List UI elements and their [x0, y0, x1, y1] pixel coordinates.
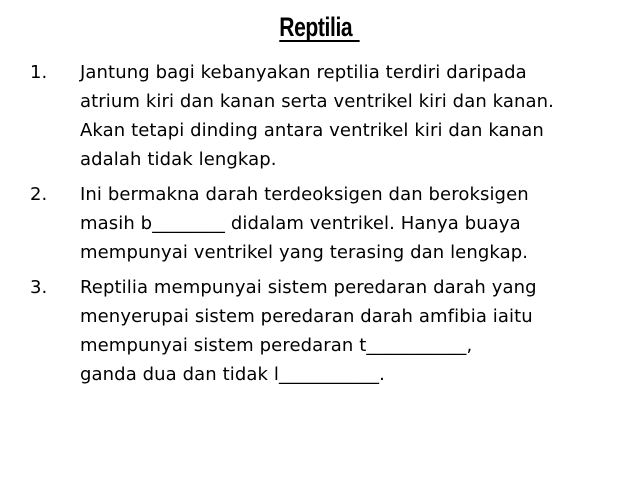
list-item-1 — [30, 58, 625, 174]
list-item-number: 3. — [30, 277, 48, 298]
text-line: ganda dua dan tidak l___________. — [80, 364, 385, 385]
slide-title — [0, 10, 638, 44]
list-item-2 — [30, 180, 625, 267]
text-line: Akan tetapi dinding antara ventrikel kiri dan kanan — [80, 120, 544, 141]
list-item-text — [80, 180, 625, 267]
text-line: Jantung bagi kebanyakan reptilia terdiri daripada — [80, 62, 527, 83]
numbered-list — [30, 58, 625, 395]
list-item-text — [80, 58, 625, 174]
slide-title-text: Reptilia — [279, 14, 359, 42]
text-line: masih b________ didalam ventrikel. Hanya buaya — [80, 213, 521, 234]
text-line: menyerupai sistem peredaran darah amfibia iaitu — [80, 306, 533, 327]
text-line: mempunyai ventrikel yang terasing dan lengkap. — [80, 242, 529, 263]
text-line: adalah tidak lengkap. — [80, 149, 277, 170]
text-line: atrium kiri dan kanan serta ventrikel kiri dan kanan. — [80, 91, 554, 112]
text-line: Ini bermakna darah terdeoksigen dan beroksigen — [80, 184, 529, 205]
text-line: mempunyai sistem peredaran t___________, — [80, 335, 473, 356]
list-item-3 — [30, 273, 625, 389]
list-item-text — [80, 273, 625, 389]
text-line: Reptilia mempunyai sistem peredaran darah yang — [80, 277, 537, 298]
list-item-number: 1. — [30, 62, 48, 83]
list-item-number: 2. — [30, 184, 48, 205]
